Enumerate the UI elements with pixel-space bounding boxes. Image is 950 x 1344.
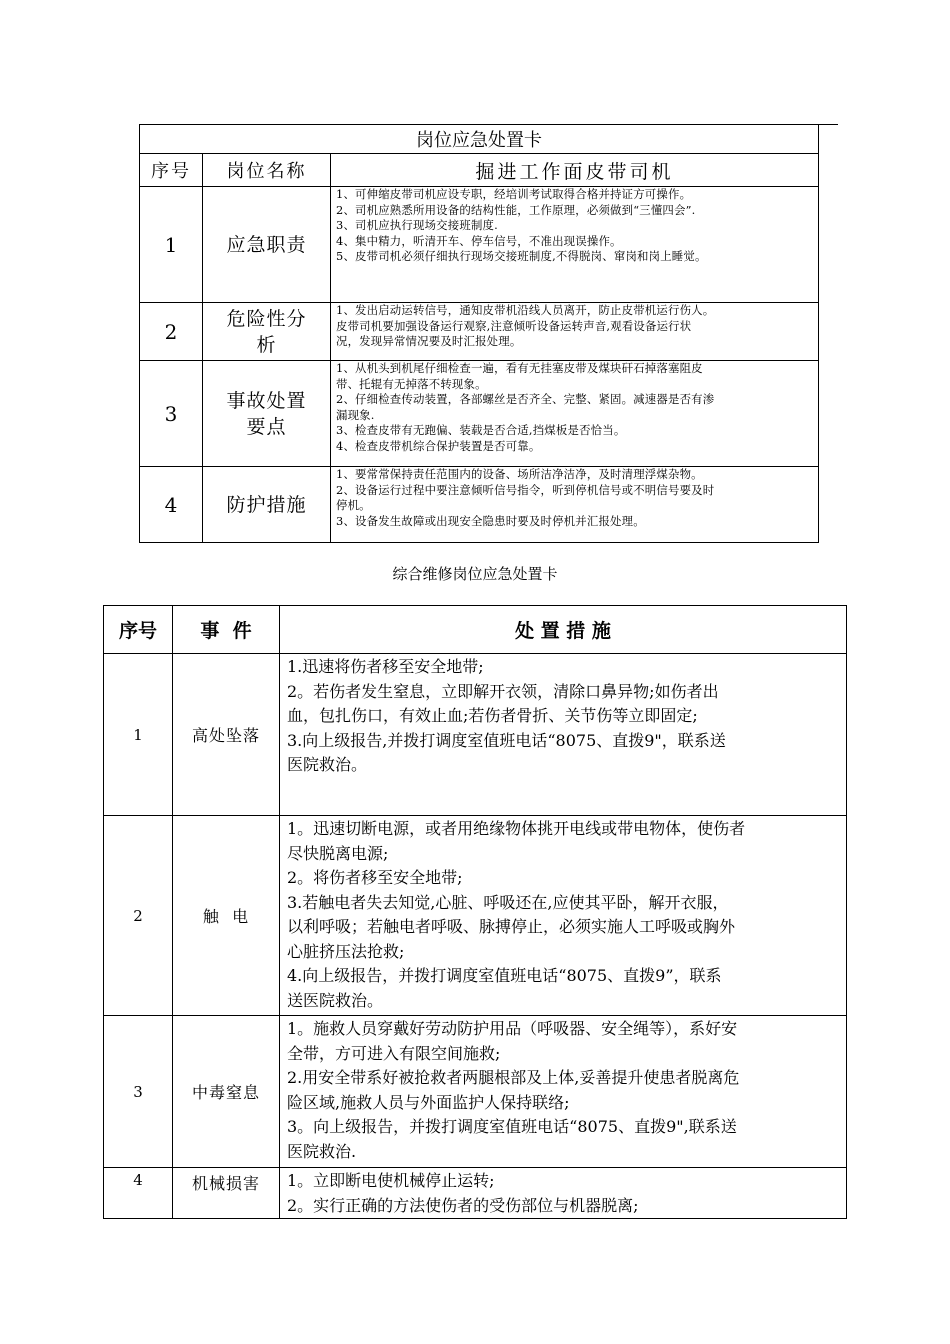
measure-line: 医院救治。	[287, 755, 368, 774]
row-number: 1	[140, 187, 203, 303]
row-name	[203, 303, 331, 361]
measure-line: 2。将伤者移至安全地带;	[287, 868, 463, 887]
measure-line: 3.向上级报告,并拨打调度室值班电话“8075、直拨9"，联系送	[287, 730, 726, 750]
measure-line: 尽快脱离电源;	[287, 843, 389, 863]
row-number: 3	[104, 1016, 173, 1168]
row-measures	[280, 816, 847, 1016]
row-measures	[280, 1016, 847, 1168]
row-description	[331, 303, 819, 361]
row-event: 机械损害	[173, 1168, 280, 1219]
table-row	[104, 1016, 847, 1168]
row-measures	[280, 1168, 847, 1219]
measure-line: 险区域,施救人员与外面监护人保持联络;	[287, 1092, 570, 1112]
measure-line: 全带，方可进入有限空间施救;	[287, 1043, 501, 1063]
measure-line: 医院救治.	[287, 1141, 357, 1161]
row-name: 应急职责	[203, 187, 331, 303]
header-post-value: 掘进工作面皮带司机	[331, 154, 819, 187]
table-row	[104, 816, 847, 1016]
row-name-line: 事故处置	[226, 389, 307, 412]
row-event: 中毒窒息	[173, 1016, 280, 1168]
row-name-line: 要点	[246, 415, 287, 438]
row-description	[331, 467, 819, 543]
row-name	[203, 361, 331, 467]
desc-line: 3、司机应执行现场交接班制度.	[336, 218, 498, 233]
table-row	[140, 467, 819, 543]
row-number: 2	[104, 816, 173, 1016]
desc-line: 1、可伸缩皮带司机应设专职，经培训考试取得合格并持证方可操作。	[336, 187, 692, 201]
desc-line: 况，发现异常情况要及时汇报处理。	[336, 334, 522, 349]
desc-line: 2、设备运行过程中要注意倾听信号指令，听到停机信号或不明信号要及时	[336, 482, 715, 497]
measure-line: 心脏挤压法抢救;	[287, 941, 405, 961]
row-event: 触 电	[173, 816, 280, 1016]
top-right-rule	[818, 124, 838, 125]
table-row	[140, 361, 819, 467]
desc-line: 2、仔细检查传动装置，各部螺丝是否齐全、完整、紧固。减速器是否有渗	[336, 392, 715, 407]
row-number: 1	[104, 654, 173, 816]
header-seq: 序号	[104, 606, 173, 654]
desc-line: 皮带司机要加强设备运行观察,注意倾听设备运转声音,观看设备运行状	[336, 318, 692, 333]
desc-line: 带、托辊有无掉落不转现象。	[336, 376, 487, 391]
measure-line: 1.迅速将伤者移至安全地带;	[287, 657, 484, 676]
measure-line: 4.向上级报告，并拨打调度室值班电话“8075、直拨9”，联系	[287, 966, 722, 985]
measure-line: 以利呼吸；若触电者呼吸、脉搏停止，必须实施人工呼吸或胸外	[287, 917, 736, 936]
measure-line: 血，包扎伤口，有效止血;若伤者骨折、关节伤等立即固定;	[287, 706, 698, 725]
measure-line: 1。施救人员穿戴好劳动防护用品（呼吸器、安全绳等），系好安	[287, 1019, 738, 1038]
row-name-line: 危险性分	[226, 307, 307, 330]
header-seq: 序号	[140, 154, 203, 187]
desc-line: 停机。	[336, 498, 371, 513]
desc-line: 1、从机头到机尾仔细检查一遍，看有无挂塞皮带及煤块矸石掉落塞阻皮	[336, 361, 703, 375]
row-number: 3	[140, 361, 203, 467]
desc-line: 1、发出启动运转信号，通知皮带机沿线人员离开，防止皮带机运行伤人。	[336, 303, 715, 317]
measure-line: 1。立即断电使机械停止运转;	[287, 1171, 495, 1190]
measure-line: 2。实行正确的方法使伤者的受伤部位与机器脱离;	[287, 1195, 639, 1215]
header-post-label: 岗位名称	[203, 154, 331, 187]
row-description	[331, 361, 819, 467]
row-name: 防护措施	[203, 467, 331, 543]
table-row	[140, 303, 819, 361]
maintenance-emergency-table	[103, 605, 847, 1219]
measure-line: 送医院救治。	[287, 990, 384, 1010]
header-event: 事 件	[173, 606, 280, 654]
post-emergency-card-table	[139, 124, 819, 543]
table-row	[104, 654, 847, 816]
table-row	[140, 187, 819, 303]
desc-line: 漏现象.	[336, 407, 375, 422]
measure-line: 2.用安全带系好被抢救者两腿根部及上体,妥善提升使患者脱离危	[287, 1068, 740, 1087]
desc-line: 4、检查皮带机综合保护装置是否可靠。	[336, 438, 541, 453]
desc-line: 2、司机应熟悉所用设备的结构性能，工作原理，必须做到“三懂四会”.	[336, 202, 696, 217]
header-measures: 处 置 措 施	[280, 606, 847, 654]
desc-line: 4、集中精力，听清开车、停车信号，不准出现误操作。	[336, 233, 622, 248]
desc-line: 1、要常常保持责任范围内的设备、场所洁净洁净，及时清理浮煤杂物。	[336, 467, 703, 481]
maintenance-card-caption: 综合维修岗位应急处置卡	[392, 565, 558, 583]
measure-line: 3。向上级报告，并拨打调度室值班电话“8075、直拨9",联系送	[287, 1117, 737, 1136]
row-event: 高处坠落	[173, 654, 280, 816]
row-description	[331, 187, 819, 303]
measure-line: 3.若触电者失去知觉,心脏、呼吸还在,应使其平卧，解开衣服，	[287, 892, 729, 912]
desc-line: 3、设备发生故障或出现安全隐患时要及时停机并汇报处理。	[336, 513, 645, 528]
row-number: 4	[104, 1168, 173, 1219]
row-number: 2	[140, 303, 203, 361]
row-number: 4	[140, 467, 203, 543]
measure-line: 1。迅速切断电源，或者用绝缘物体挑开电线或带电物体，使伤者	[287, 819, 746, 838]
table-row	[104, 1168, 847, 1219]
measure-line: 2。若伤者发生窒息，立即解开衣领，清除口鼻异物;如伤者出	[287, 681, 719, 701]
card-title: 岗位应急处置卡	[140, 125, 819, 154]
row-name-line: 析	[256, 333, 277, 356]
desc-line: 3、检查皮带有无跑偏、装载是否合适,挡煤板是否恰当。	[336, 423, 626, 438]
row-measures	[280, 654, 847, 816]
desc-line: 5、皮带司机必须仔细执行现场交接班制度,不得脱岗、窜岗和岗上睡觉。	[336, 249, 707, 264]
